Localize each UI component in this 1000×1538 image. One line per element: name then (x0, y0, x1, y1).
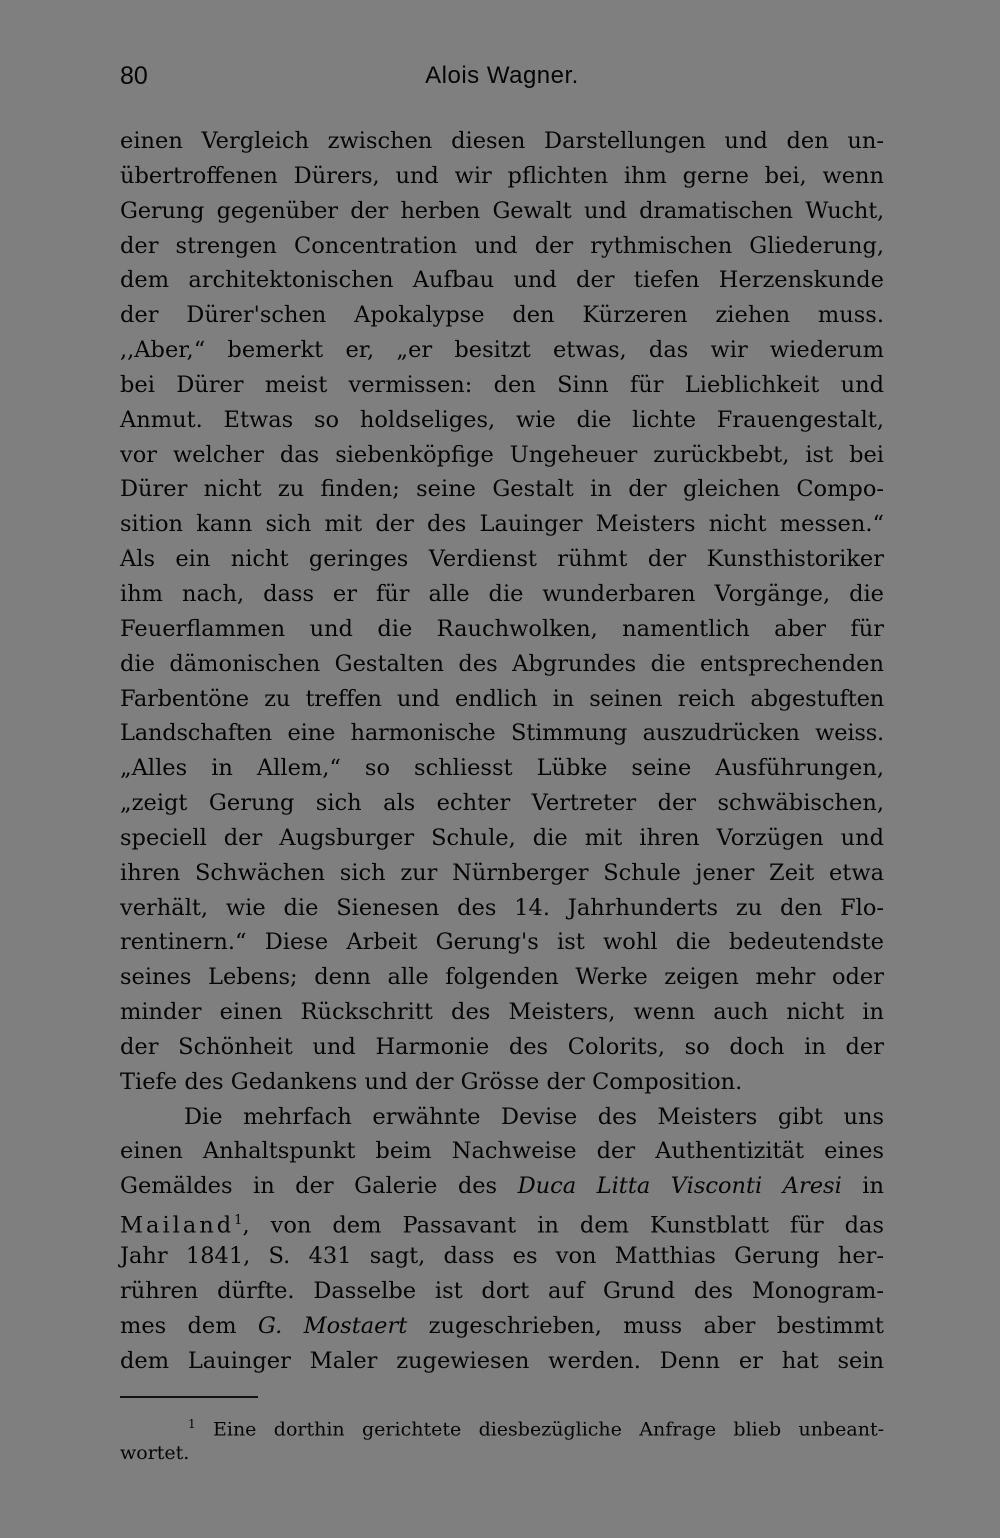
text-line: verhält, wie die Sienesen des 14. Jahrhunderts zu den Flo- (120, 894, 884, 921)
text-line: Jahr 1841, S. 431 sagt, dass es von Matthias Gerung her- (120, 1243, 884, 1269)
text-line: Tiefe des Gedankens und der Grösse der Composition. (120, 1068, 743, 1095)
text-line: Gerung gegenüber der herben Gewalt und dramatischen Wucht, (120, 197, 884, 224)
text-line: übertroffenen Dürers, und wir pflichten ihm gerne bei, wenn (120, 162, 884, 189)
text-line: Feuerflammen und die Rauchwolken, namentlich aber für (120, 615, 884, 642)
text-line: „zeigt Gerung sich als echter Vertreter der schwäbischen, (120, 790, 884, 817)
footnote-line: wortet. (120, 1442, 190, 1464)
body-text (120, 124, 884, 1378)
text-line (120, 1169, 884, 1204)
text-line: Anmut. Etwas so holdseliges, wie die lichte Frauengestalt, (120, 406, 884, 433)
text-line: vor welcher das siebenköpfige Ungeheuer zurückbebt, ist bei (120, 441, 884, 468)
text-line: „Alles in Allem,“ so schliesst Lübke seine Ausführungen, (120, 755, 884, 782)
text-line: bei Dürer meist vermissen: den Sinn für Lieblichkeit und (120, 371, 884, 398)
text-line: Die mehrfach erwähnte Devise des Meisters gibt uns (184, 1103, 884, 1130)
text-line (120, 1204, 884, 1239)
text-line: Dürer nicht zu finden; seine Gestalt in der gleichen Compo- (120, 476, 884, 503)
text-line: ,,Aber,“ bemerkt er, „er besitzt etwas, das wir wiederum (120, 337, 884, 364)
text-line: rühren dürfte. Dasselbe ist dort auf Grund des Monogram- (120, 1277, 884, 1304)
text-line: sition kann sich mit der des Lauinger Meisters nicht messen.“ (120, 511, 884, 538)
page-number: 80 (120, 62, 148, 90)
spaced-place-name: Mailand (120, 1212, 235, 1239)
text-line: rentinern.“ Diese Arbeit Gerung's ist wohl die bedeutendste (120, 929, 884, 956)
footnotes (120, 1410, 884, 1468)
italic-name: G. Mostaert (257, 1312, 408, 1339)
text-span: , von dem Passavant in dem Kunstblatt für das (242, 1212, 884, 1239)
text-line: der strengen Concentration und der rythmischen Gliederung, (120, 232, 884, 259)
text-line: der Schönheit und Harmonie des Colorits, so doch in der (120, 1033, 884, 1060)
text-span: in (841, 1173, 884, 1200)
footnote-line (120, 1410, 884, 1439)
text-line: Farbentöne zu treffen und endlich in seinen reich abgestuften (120, 685, 884, 712)
text-line: der Dürer'schen Apokalypse den Kürzeren ziehen muss. (120, 302, 884, 329)
footnote-reference: 1 (234, 1213, 243, 1229)
text-span: zugeschrieben, muss aber bestimmt (407, 1312, 884, 1339)
text-line: dem Lauinger Maler zugewiesen werden. Denn er hat sein (120, 1347, 884, 1374)
text-line: einen Vergleich zwischen diesen Darstellungen und den un- (120, 128, 884, 154)
page-header (120, 62, 884, 94)
running-title: Alois Wagner. (425, 62, 579, 89)
text-line: Als ein nicht geringes Verdienst rühmt der Kunsthistoriker (120, 546, 884, 573)
text-line: ihm nach, dass er für alle die wunderbaren Vorgänge, die (120, 580, 884, 607)
text-line: seines Lebens; denn alle folgenden Werke zeigen mehr oder (120, 964, 884, 991)
text-span: mes dem (120, 1312, 258, 1339)
text-line: einen Anhaltspunkt beim Nachweise der Authentizität eines (120, 1138, 884, 1165)
footnote-divider (120, 1396, 258, 1398)
text-line: speciell der Augsburger Schule, die mit ihren Vorzügen und (120, 824, 884, 851)
text-span: Gemäldes in der Galerie des (120, 1173, 518, 1200)
italic-name: Duca Litta Visconti Aresi (517, 1173, 842, 1200)
text-line: ihren Schwächen sich zur Nürnberger Schule jener Zeit etwa (120, 859, 884, 886)
text-line: minder einen Rückschritt des Meisters, wenn auch nicht in (120, 999, 884, 1026)
text-line (120, 1309, 884, 1344)
text-line: Landschaften eine harmonische Stimmung auszudrücken weiss. (120, 720, 884, 747)
footnote-text: Eine dorthin gerichtete diesbezügliche Anfrage blieb unbeant- (213, 1418, 884, 1441)
footnote-marker: 1 (188, 1417, 196, 1431)
text-line: die dämonischen Gestalten des Abgrundes die entsprechenden (120, 650, 884, 677)
text-line: dem architektonischen Aufbau und der tiefen Herzenskunde (120, 267, 884, 294)
